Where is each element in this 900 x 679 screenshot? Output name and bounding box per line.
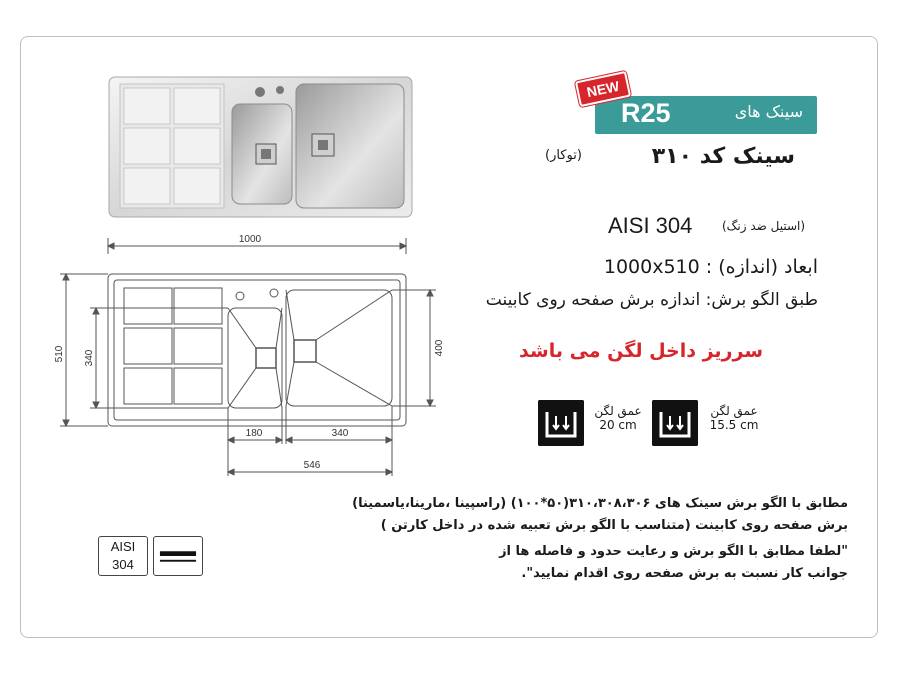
footer-line-2: برش صفحه روی کابینت (متناسب با الگو برش تعبیه شده در داخل کارتن ): [380, 518, 848, 533]
material-grade: AISI 304: [608, 213, 693, 238]
depth-value: 15.5 cm: [709, 418, 759, 432]
footer-line-4: جوانب کار نسبت به برش صفحه روی اقدام نمایید".: [521, 566, 848, 581]
technical-drawing: [50, 230, 460, 485]
aisi-badge-line1: AISI: [110, 539, 136, 554]
aisi-badge: [98, 536, 148, 576]
dimensions-text: 1000x510 : ابعاد (اندازه): [603, 256, 818, 278]
basin-depth-icon: [652, 400, 698, 446]
depth-group-1: [652, 398, 762, 448]
footer-line-1: مطابق با الگو برش سینک های ۳۱۰،۳۰۸،۳۰۶(۵۰*۱۰۰) (راسپینا ،مارینا،یاسمینا): [352, 496, 848, 511]
dim-large-bowl: 340: [331, 428, 349, 439]
aisi-badge-line2: 304: [112, 557, 134, 572]
sink-photo: [108, 76, 413, 218]
overflow-note: سرریز داخل لگن می باشد: [519, 340, 763, 362]
title-banner: [595, 96, 817, 134]
footer-line-3: "لطفا مطابق با الگو برش و رعایت حدود و فاصله ها از: [499, 544, 848, 559]
dim-cutout-width: 546: [303, 460, 321, 471]
new-badge: NEW: [575, 71, 631, 107]
depth-label: عمق لگن: [594, 404, 642, 418]
depth-label: عمق لگن: [710, 404, 758, 418]
dim-total-height: 510: [54, 345, 65, 363]
dim-inner-height: 340: [84, 349, 95, 367]
material-note: (استیل ضد زنگ): [722, 219, 806, 233]
dim-bowl-height: 400: [434, 339, 445, 357]
dim-small-bowl: 180: [245, 428, 263, 439]
thickness-icon: [153, 536, 203, 576]
product-title: سینک کد ۳۱۰: [651, 144, 795, 169]
depth-group-2: [538, 398, 648, 448]
product-subtitle: (توکار): [545, 148, 582, 163]
dim-total-width: 1000: [238, 234, 262, 245]
banner-text: سینک های: [734, 102, 803, 121]
model-code: R25: [621, 98, 671, 128]
depth-value: 20 cm: [599, 418, 637, 432]
cutout-text: طبق الگو برش: اندازه برش صفحه روی کابینت: [485, 290, 818, 310]
basin-depth-icon: [538, 400, 584, 446]
